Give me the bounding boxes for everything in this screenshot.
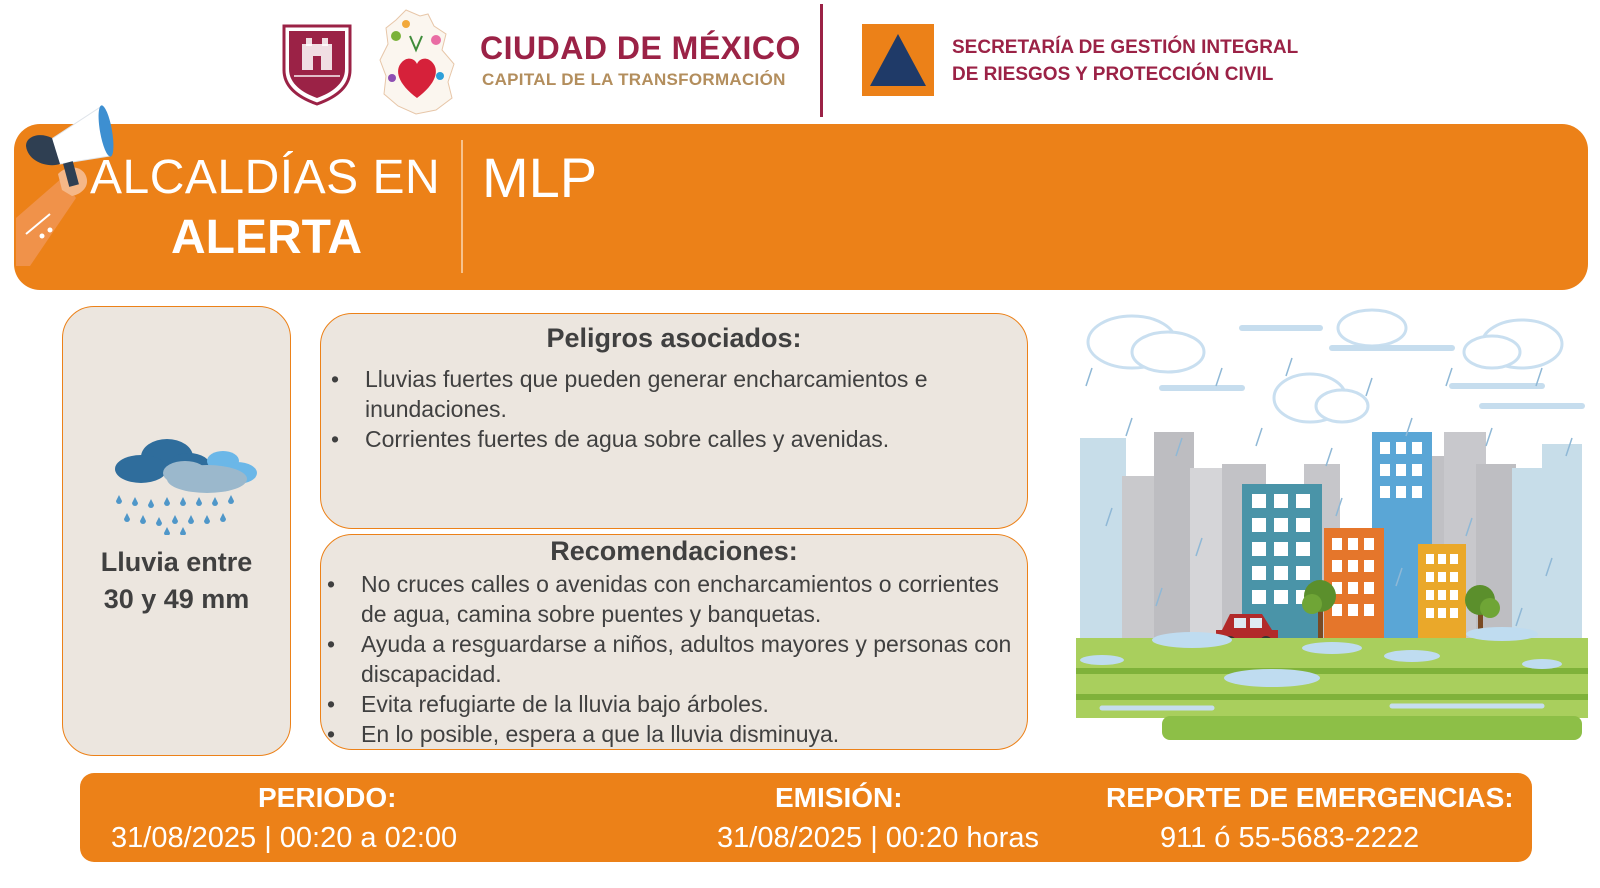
bullet-icon: •	[327, 571, 336, 597]
bullet-icon: •	[327, 721, 336, 747]
rain-amount-line-2: 30 y 49 mm	[103, 584, 250, 614]
periodo-label: PERIODO:	[258, 782, 397, 813]
recomendacion-text: Evita refugiarte de la lluvia bajo árboles.	[361, 691, 769, 717]
city-title: CIUDAD DE MÉXICO	[480, 30, 801, 66]
city-subtitle: CAPITAL DE LA TRANSFORMACIÓN	[482, 70, 786, 89]
cdmx-shield-logo	[280, 22, 354, 106]
recomendaciones-box	[320, 534, 1028, 750]
recomendaciones-list	[325, 569, 1025, 749]
recomendacion-text: En lo posible, espera a que la lluvia disminuya.	[361, 721, 840, 747]
recomendacion-text: Ayuda a resguardarse a niños, adultos mayores y personas con discapacidad.	[361, 631, 1012, 687]
alcaldias-list: MLP	[482, 146, 598, 209]
secretaria-line-2: DE RIESGOS Y PROTECCIÓN CIVIL	[952, 64, 1274, 85]
bullet-icon: •	[327, 631, 336, 657]
alert-title-line-1: ALCALDÍAS EN	[90, 151, 441, 204]
recomendaciones-title: Recomendaciones:	[550, 536, 798, 566]
peligros-title: Peligros asociados:	[546, 323, 802, 353]
header-divider	[820, 4, 823, 117]
rain-amount-line-1: Lluvia entre	[100, 547, 253, 577]
list-item	[329, 424, 1019, 454]
reporte-label: REPORTE DE EMERGENCIAS:	[1106, 782, 1514, 813]
peligros-box	[320, 313, 1028, 529]
secretaria-line-1: SECRETARÍA DE GESTIÓN INTEGRAL	[952, 37, 1299, 58]
cdmx-heart-logo	[376, 6, 458, 116]
peligro-text: Lluvias fuertes que pueden generar encharcamientos e inundaciones.	[365, 366, 928, 422]
reporte-value: 911 ó 55-5683-2222	[1160, 822, 1420, 854]
secretaria-name	[952, 34, 1298, 88]
list-item	[325, 689, 1025, 719]
alert-title-line-2: ALERTA	[171, 211, 363, 264]
rainy-city-illustration	[1072, 308, 1592, 752]
list-item	[325, 719, 1025, 749]
recomendacion-text: No cruces calles o avenidas con encharcamientos o corrientes de agua, camina sobre puentes y banquetas.	[361, 571, 999, 627]
peligros-list	[329, 364, 1019, 454]
peligro-text: Corrientes fuertes de agua sobre calles y avenidas.	[365, 426, 890, 452]
bullet-icon: •	[331, 426, 340, 452]
rain-amount	[62, 544, 291, 618]
bullet-icon: •	[331, 366, 340, 392]
bullet-icon: •	[327, 691, 336, 717]
emision-value: 31/08/2025 | 00:20 horas	[717, 822, 1039, 854]
rain-cloud-icon	[105, 435, 261, 535]
proteccion-civil-logo	[862, 24, 934, 96]
alert-divider	[461, 140, 463, 273]
list-item	[325, 569, 1025, 629]
periodo-value: 31/08/2025 | 00:20 a 02:00	[111, 822, 458, 854]
emision-label: EMISIÓN:	[775, 782, 903, 813]
list-item	[329, 364, 1019, 424]
alert-band	[14, 124, 1588, 290]
list-item	[325, 629, 1025, 689]
